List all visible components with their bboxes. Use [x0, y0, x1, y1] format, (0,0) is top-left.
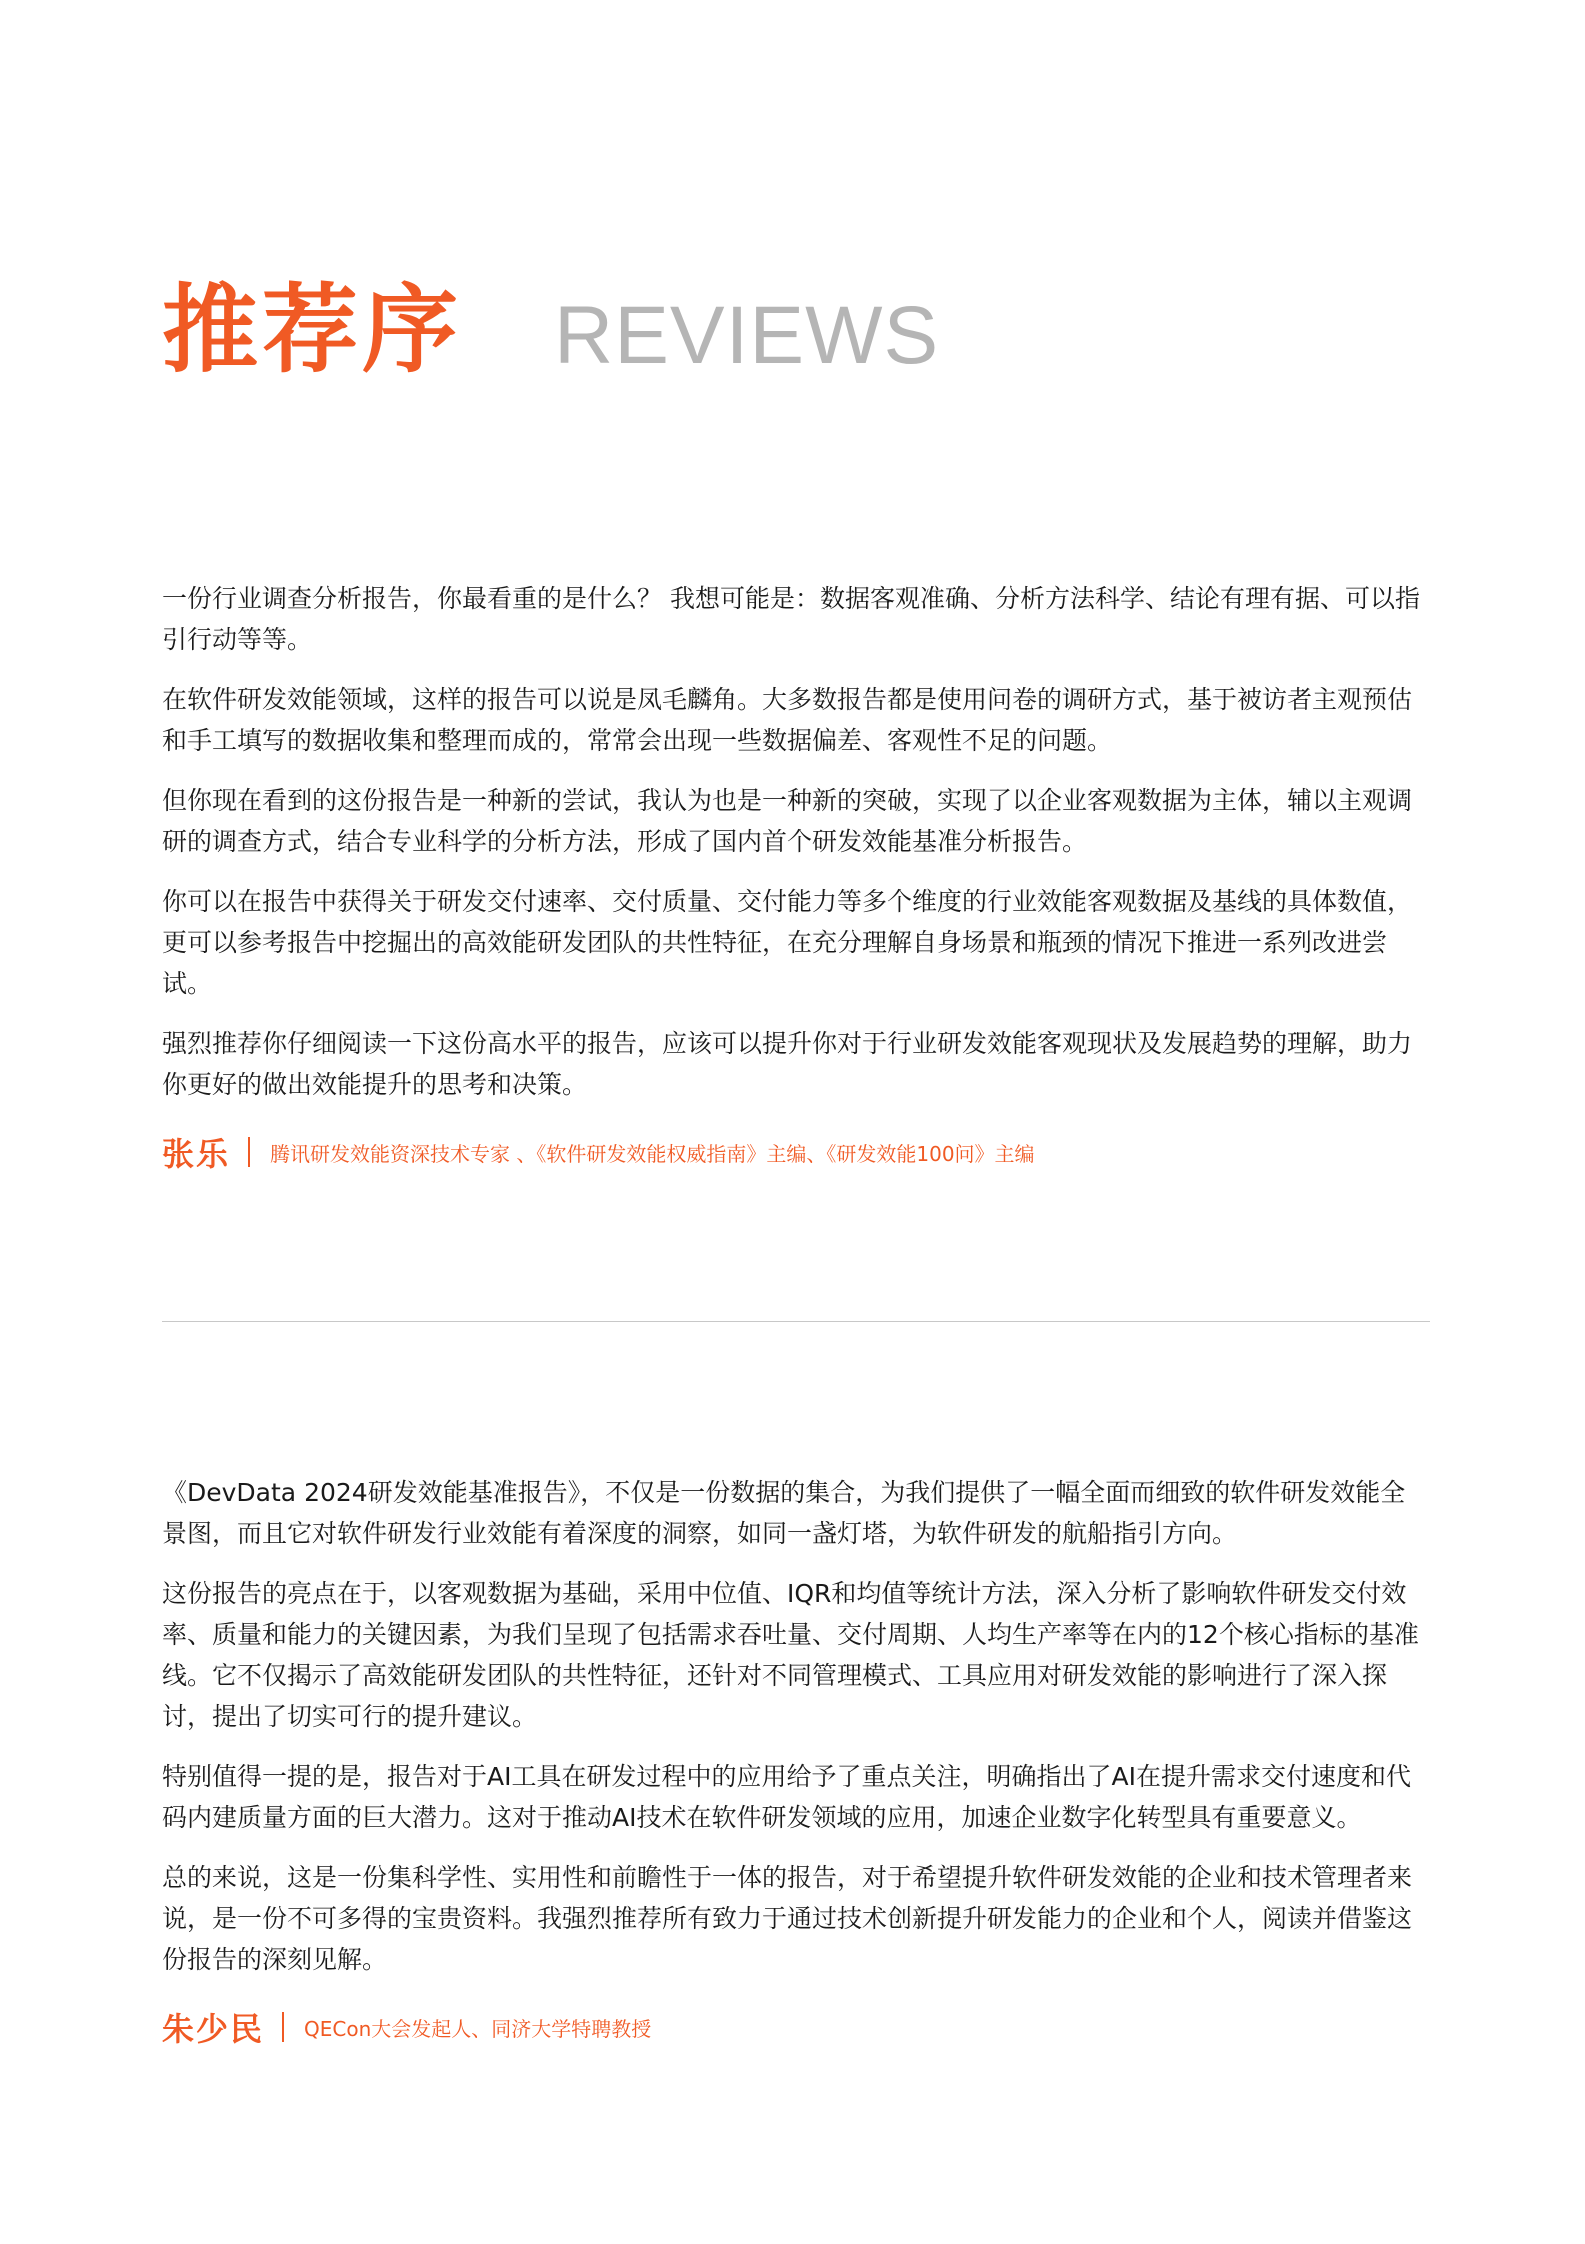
page-title: 推荐序 [162, 274, 462, 386]
author-signature [162, 1129, 1430, 1175]
section-divider [162, 1321, 1430, 1322]
review-paragraph: 在软件研发效能领域，这样的报告可以说是凤毛麟角。大多数报告都是使用问卷的调研方式，基于被访者主观预估和手工填写的数据收集和整理而成的，常常会出现一些数据偏差、客观性不足的问题。 [162, 685, 1413, 755]
review-section-1 [162, 578, 1430, 1175]
author-name: 张乐 [162, 1135, 231, 1173]
review-paragraph: 特别值得一提的是，报告对于AI工具在研发过程中的应用给予了重点关注，明确指出了AI在提升需求交付速度和代码内建质量方面的巨大潜力。这对于推动AI技术在软件研发领域的应用，加速企业数字化转型具有重要意义。 [162, 1762, 1411, 1832]
review-paragraph: 总的来说，这是一份集科学性、实用性和前瞻性于一体的报告，对于希望提升软件研发效能的企业和技术管理者来说，是一份不可多得的宝贵资料。我强烈推荐所有致力于通过技术创新提升研发能力的企业和个人，阅读并借鉴这份报告的深刻见解。 [162, 1863, 1413, 1974]
author-name: 朱少民 [162, 2010, 265, 2048]
review-paragraph: 你可以在报告中获得关于研发交付速率、交付质量、交付能力等多个维度的行业效能客观数据及基线的具体数值，更可以参考报告中挖掘出的高效能研发团队的共性特征，在充分理解自身场景和瓶颈的情况下推进一系列改进尝试。 [162, 887, 1413, 998]
author-title: QECon大会发起人、同济大学特聘教授 [304, 2016, 652, 2041]
review-paragraph: 《DevData 2024研发效能基准报告》，不仅是一份数据的集合，为我们提供了一幅全面而细致的软件研发效能全景图，而且它对软件研发行业效能有着深度的洞察，如同一盏灯塔，为软件研发的航船指引方向。 [162, 1478, 1406, 1548]
review-paragraph: 一份行业调查分析报告，你最看重的是什么？ 我想可能是：数据客观准确、分析方法科学、结论有理有据、可以指引行动等等。 [162, 584, 1420, 654]
review-section-2 [162, 1472, 1430, 2050]
signature-divider [248, 1137, 250, 1167]
review-paragraph: 强烈推荐你仔细阅读一下这份高水平的报告，应该可以提升你对于行业研发效能客观现状及发展趋势的理解，助力你更好的做出效能提升的思考和决策。 [162, 1029, 1413, 1099]
author-title: 腾讯研发效能资深技术专家 、《软件研发效能权威指南》主编、《研发效能100问》主编 [270, 1141, 1035, 1166]
review-paragraph: 但你现在看到的这份报告是一种新的尝试，我认为也是一种新的突破，实现了以企业客观数据为主体，辅以主观调研的调查方式，结合专业科学的分析方法，形成了国内首个研发效能基准分析报告。 [162, 786, 1413, 856]
author-signature [162, 2004, 1430, 2050]
page-subtitle: REVIEWS [554, 290, 940, 381]
review-paragraph: 这份报告的亮点在于，以客观数据为基础，采用中位值、IQR和均值等统计方法，深入分析了影响软件研发交付效率、质量和能力的关键因素，为我们呈现了包括需求吞吐量、交付周期、人均生产率等在内的12个核心指标的基准线。它不仅揭示了高效能研发团队的共性特征，还针对不同管理模式、工具应用对研发效能的影响进行了深入探讨，提出了切实可行的提升建议。 [162, 1579, 1419, 1731]
page-header [162, 274, 940, 386]
signature-divider [282, 2012, 284, 2042]
